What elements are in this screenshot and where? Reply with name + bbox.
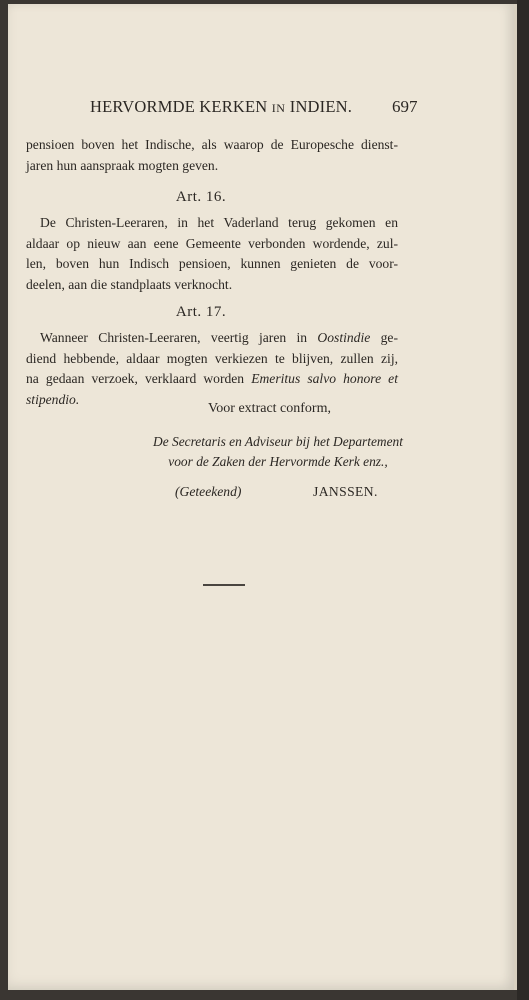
page-number: 697 <box>392 97 418 116</box>
paragraph-continuation <box>26 135 398 176</box>
signed-label: (Geteekend) <box>175 484 242 499</box>
text-line: len, boven hun Indisch pensioen, kunnen genieten de voor- <box>26 256 398 271</box>
signatory-title <box>128 432 428 472</box>
scan-edge <box>517 0 529 1000</box>
text-line: na gedaan verzoek, verklaard worden Emeritus salvo honore et <box>26 371 398 386</box>
running-head: HERVORMDE KERKEN IN INDIEN. <box>90 97 353 116</box>
signatory-name: JANSSEN. <box>313 484 378 499</box>
signatory-title-line: De Secretaris en Adviseur bij het Departement <box>153 434 403 449</box>
text-line: Wanneer Christen-Leeraren, veertig jaren in Oostindie ge- <box>40 330 398 345</box>
book-page <box>8 4 517 990</box>
extract-formula: Voor extract conform, <box>208 401 331 416</box>
signatory-title-line: voor de Zaken der Hervormde Kerk enz., <box>168 454 388 469</box>
article-16-heading: Art. 16. <box>175 189 227 205</box>
text-line: aldaar op nieuw aan eene Gemeente verbonden wordende, zul- <box>26 235 398 251</box>
text-line: diend hebbende, aldaar mogten verkiezen te blijven, zullen zij, <box>26 350 398 366</box>
page-header <box>8 97 514 121</box>
text-line: De Christen-Leeraren, in het Vaderland terug gekomen en <box>40 215 398 230</box>
text-line: deelen, aan die standplaats verknocht. <box>26 276 233 292</box>
end-rule <box>203 584 245 586</box>
article-17-heading: Art. 17. <box>175 304 227 320</box>
text-line: pensioen boven het Indische, als waarop de Europesche dienst- <box>26 137 398 152</box>
text-line: jaren hun aanspraak mogten geven. <box>26 157 219 173</box>
article-16-text <box>26 213 398 295</box>
text-line: stipendio. <box>26 391 80 407</box>
article-17-text <box>26 328 398 410</box>
